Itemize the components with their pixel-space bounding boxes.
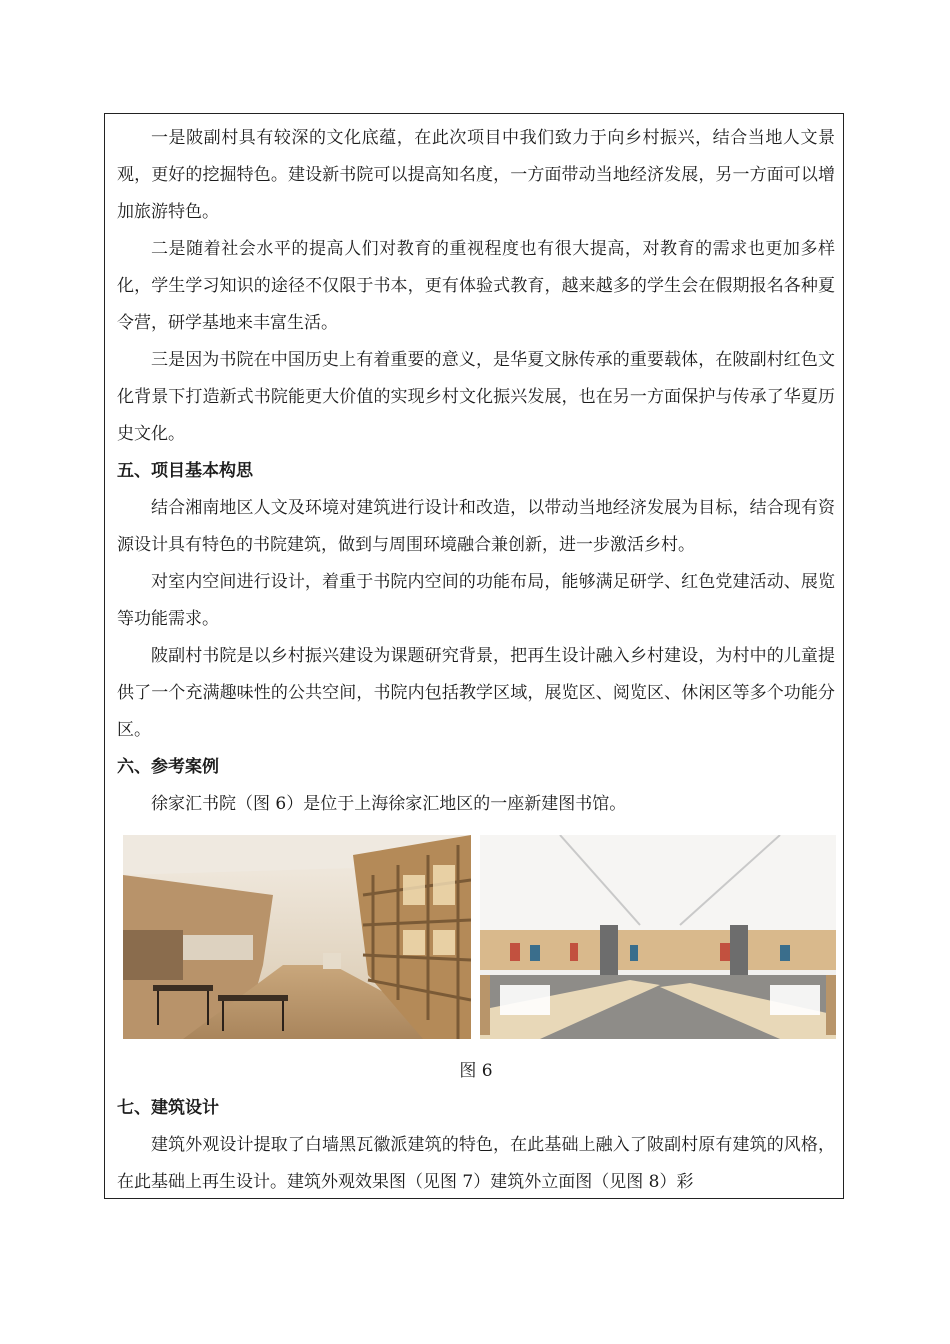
document-table-frame	[104, 113, 844, 1199]
figure-6-photos	[117, 835, 835, 1041]
section7-paragraph: 建筑外观设计提取了白墙黑瓦徽派建筑的特色，在此基础上融入了陂副村原有建筑的风格，在此基础上再生设计。建筑外观效果图（见图 7）建筑外立面图（见图 8）彩	[117, 1135, 835, 1192]
section6-heading: 六、参考案例	[117, 757, 219, 777]
section5-paragraph-1: 结合湘南地区人文及环境对建筑进行设计和改造，以带动当地经济发展为目标，结合现有资源设计具有特色的书院建筑，做到与周围环境融合兼创新，进一步激活乡村。	[117, 498, 835, 555]
section5-paragraph-3: 陂副村书院是以乡村振兴建设为课题研究背景，把再生设计融入乡村建设，为村中的儿童提供了一个充满趣味性的公共空间，书院内包括教学区域，展览区、阅览区、休闲区等多个功能分区。	[117, 646, 835, 740]
figure-6-caption: 图 6	[459, 1061, 493, 1081]
section6-paragraph: 徐家汇书院（图 6）是位于上海徐家汇地区的一座新建图书馆。	[151, 794, 627, 814]
section5-heading: 五、项目基本构思	[117, 461, 253, 481]
reading-room-photo	[480, 835, 836, 1039]
paragraph-1: 一是陂副村具有较深的文化底蕴，在此次项目中我们致力于向乡村振兴，结合当地人文景观，更好的挖掘特色。建设新书院可以提高知名度，一方面带动当地经济发展，另一方面可以增加旅游特色。	[117, 128, 835, 222]
section5-paragraph-2: 对室内空间进行设计，着重于书院内空间的功能布局，能够满足研学、红色党建活动、展览等功能需求。	[117, 572, 835, 629]
document-body	[117, 120, 835, 1201]
library-corridor-photo	[123, 835, 471, 1039]
paragraph-2: 二是随着社会水平的提高人们对教育的重视程度也有很大提高，对教育的需求也更加多样化，学生学习知识的途径不仅限于书本，更有体验式教育，越来越多的学生会在假期报名各种夏令营，研学基地来丰富生活。	[117, 239, 835, 333]
paragraph-3: 三是因为书院在中国历史上有着重要的意义，是华夏文脉传承的重要载体，在陂副村红色文化背景下打造新式书院能更大价值的实现乡村文化振兴发展，也在另一方面保护与传承了华夏历史文化。	[117, 350, 835, 444]
section7-heading: 七、建筑设计	[117, 1098, 219, 1118]
